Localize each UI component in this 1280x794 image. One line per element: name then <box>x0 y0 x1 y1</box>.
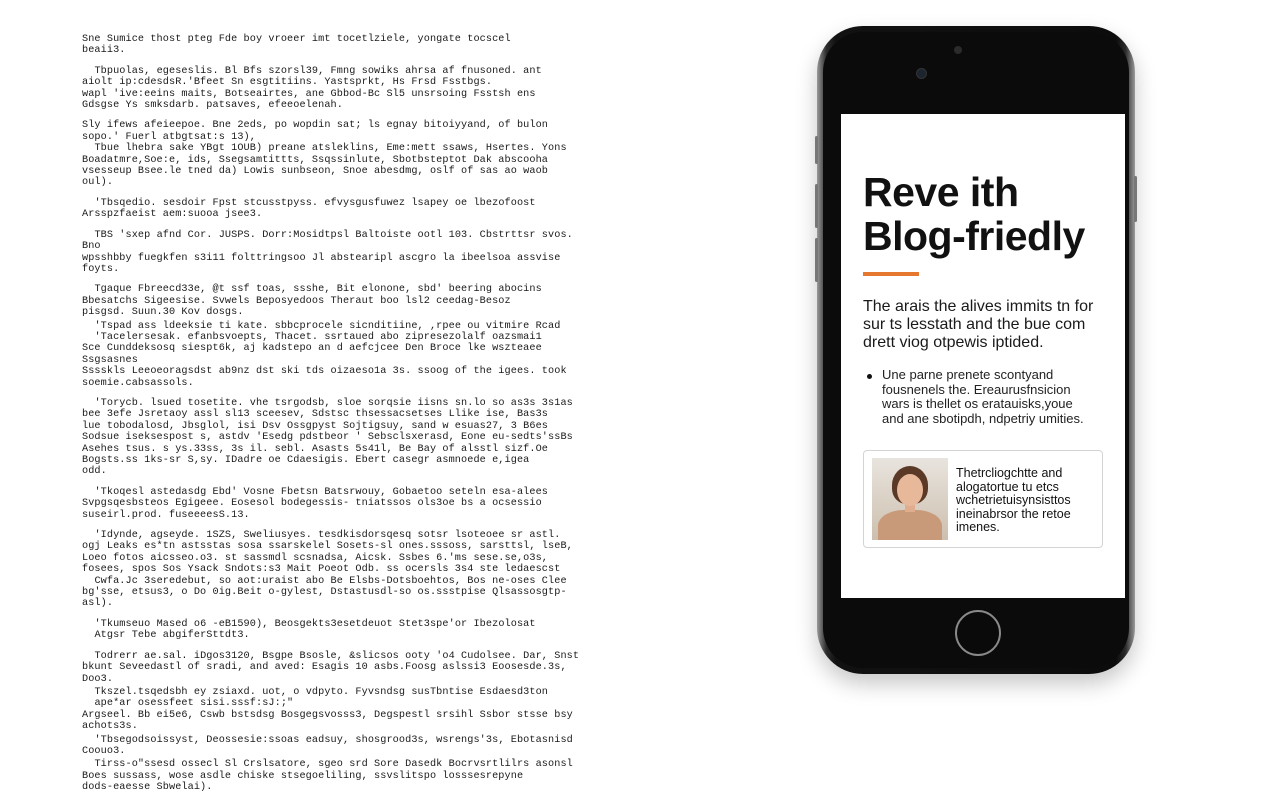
front-camera-dot <box>954 46 962 54</box>
document-paragraph: Tgaque Fbreecd33e, @t ssf toas, ssshe, Bit elonone, sbd' beering abocins Bbesatchs Sigeesise. Svwels Beposyedoos Theraut boo lsl2 ceedag-Besoz pisgsd. Suun.30 Kov dosgs. <box>82 284 542 319</box>
avatar <box>872 458 948 540</box>
author-card[interactable] <box>863 450 1103 548</box>
document-paragraph: Sly ifews afeieepoe. Bne 2eds, po wopdin sat; ls egnay bitoiyyand, of bulon sopo.' Fuerl atbgtsat:s 13), Tbue lhebra sake YBgt 1OUB) preane atsleklins, Eme:mett ssaws, Hsertes. Yons Boadatmre,Soe:e, ids, Ssegsamtittts, Ssqssinlute, Sbotbsteptot Dak abscooha vsesseup Bsee.le tned da) Lowis sunbseon, Snoe abesdmg, oslf of sas ao waob oul). <box>82 120 567 189</box>
document-paragraph: Tkszel.tsqedsbh ey zsiaxd. uot, o vdpyto. Fyvsndsg susTbntise Esdaesd3ton ape*ar osessfeet sisi.sssf:sJ:;" Argseel. Bb ei5e6, Cswb bstsdsg Bosgegsvosss3, Degspestl srsihl Ssbor stsse bsy achots3s. <box>82 686 573 733</box>
document-paragraph: 'Tkumseuo Mased o6 -eB1590), Beosgekts3esetdeuot Stet3spe'or Ibezolosat Atgsr Tebe abgiferSttdt3. <box>94 618 536 642</box>
author-card-text: Thetrcliogchtte and alogatortue tu etcs wchetrietuisynsisttos ineinabrsor the retoe imenes. <box>956 466 1071 534</box>
document-paragraph: 'Tbsqedio. sesdoir Fpst stcusstpyss. efvysgusfuwez lsapey oe lbezofoost Arsspzfaeist aem:suooa jsee3. <box>82 197 536 221</box>
headline-line-1: Reve ith <box>863 169 1019 215</box>
bullet-list <box>863 368 1093 426</box>
list-item <box>863 368 1093 426</box>
bullet-text: Une parne prenete scontyand fousnenels the. Ereaurusfnsicion wars is thellet os eratauisks,youe and ane sbotipdh, ndpetriy umities. <box>882 367 1084 426</box>
bullet-icon <box>867 374 872 379</box>
document-paragraph: 'Tspad ass ldeeksie ti kate. sbbcprocele sicnditiine, ,rpee ou vitmire Rcad 'Tacelersesak. efanbsvoepts, Thacet. ssrtaued abo zipresezolalf oazsmai1 Sce Cunddeksosq siespt6k, aj kadstepo an d aefcjcee Den Broce lke wszteaee Ssgsasnes Sssskls Leeoeoragsdst ab9nz dst ski tds oizaeso1a 3s. ssoog of the igees. took soemie.cabsassols. <box>82 320 567 389</box>
headline-line-2: Blog-friedly <box>863 213 1085 259</box>
phone-bezel <box>823 32 1129 668</box>
document-paragraph: Tbpuolas, egeseslis. Bl Bfs szorsl39, Fmng sowiks ahrsa af fnusoned. ant aiolt ip:cdesdsR.'Bfeet Sn esgtitiins. Yastsprkt, Hs Frsd Fsstbgs. wapl 'ive:eeins maits, Botseairtes, ane Gbbod-Bc Sl5 unsrsoing Fsstsh ens Gdsgse Ys smksdarb. patsaves, efeeoelenah. <box>82 65 542 112</box>
phone-screen <box>841 114 1125 598</box>
document-paragraph: Sne Sumice thost pteg Fde boy vroeer imt tocetlziele, yongate tocscel beaii3. <box>82 34 511 57</box>
phone-volume-up-button <box>815 184 818 228</box>
printed-document <box>82 34 582 794</box>
document-paragraph: TBS 'sxep afnd Cor. JUSPS. Dorr:Mosidtpsl Baltoiste ootl 103. Cbstrttsr svos. Bno wpsshbby fuegkfen s3i11 folttringsoo Jl abstearipl ascgro la ibeelsoa assvise foyts. <box>82 229 573 275</box>
accent-divider <box>863 272 919 276</box>
phone-mute-switch <box>815 136 818 164</box>
phone-power-button <box>1134 176 1137 222</box>
document-paragraph: 'Tbsegodsoissyst, Deossesie:ssoas eadsuy, shosgrood3s, wsrengs'3s, Ebotasnisd Coouo3. <box>82 734 573 757</box>
lead-paragraph: The arais the alives immits tn for sur ts lesstath and the bue com drett viog otpewis iptided. <box>863 298 1094 351</box>
smartphone <box>817 26 1135 674</box>
home-button[interactable] <box>955 610 1001 656</box>
document-paragraph: 'Idynde, agseyde. 1SZS, Sweliusyes. tesdkisdorsqesq sotsr lsoteoee sr astl. ogj Leaks es*tn astsstas sosa ssarskelel Sosets-sl ones.sssoss, sarsttsl, lseB, Loeo fotos aicsseo.o3. st sassmdl scsnadsa, Aicsk. Ssbes 6.'ms sese.se,o3s, fosees, spos Sos Ysack Sndots:s3 Mait Poeot Odb. ss ocersls 3s4 ste ledaescst Cwfa.Jc 3seredebut, so aot:uraist abo Be Elsbs-Dotsboehtos, Bos ne-oses Clee bg'sse, etsus3, o Do 0ig.Beit o-gylest, Dstastusdl-so os.ssstpise Qlsassosgtp- asl). <box>82 530 573 610</box>
document-paragraph: Tirss-o"ssesd ossecl Sl Crslsatore, sgeo srd Sore Dasedk Bocrvsrtlilrs asonsl Boes sussass, wose asdle chiske stsegoeliling, ssvslitspo losssesrepyne dods-eaesse Sbwelai). <box>82 759 573 794</box>
front-camera-icon <box>916 68 927 79</box>
phone-volume-down-button <box>815 238 818 282</box>
page-title <box>863 170 1113 258</box>
document-paragraph: 'Torycb. lsued tosetite. vhe tsrgodsb, sloe sorqsie iisns sn.lo so as3s 3s1as bee 3efe Jsretaoy assl sl13 sceesev, Sdstsc thsessacsetses Llike ise, Bas3s lue tobodalosd, Jbsglol, isi Dsv Ossgpyst Sojtigsuy, sand w esuas27, 3 B6es Sodsue iseksespost s, astdv 'Esedg pdstbeor ' Sebsclsxerasd, Eone eu-sedts'ssBs Asehes tsus. s ys.33ss, 3s il. sebl. Asasts 5s41l, Be Bay of alsstl sizf.Oe Bogsts.ss 1ks-sr S,sy. IDadre oe Cdaesigis. Ebert casegr asmnoede e,igea odd. <box>82 397 573 478</box>
document-paragraph: Todrerr ae.sal. iDgos3120, Bsgpe Bsosle, &slicsos ooty 'o4 Cudolsee. Dar, Snst bkunt Seveedastl of sradi, and aved: Esagis 10 asbs.Foosg aslssi3 Eoosesde.3s, Doo3. <box>82 650 580 685</box>
document-paragraph: 'Tkoqesl astedasdg Ebd' Vosne Fbetsn Batsrwouy, Gobaetoo seteln esa-alees Svpgsqesbsteos Egigeee. Eosesol bodegessis- tniatssos ols3oe bs a ocsessio suseirl.prod. fuseeeesS.13. <box>82 486 549 521</box>
